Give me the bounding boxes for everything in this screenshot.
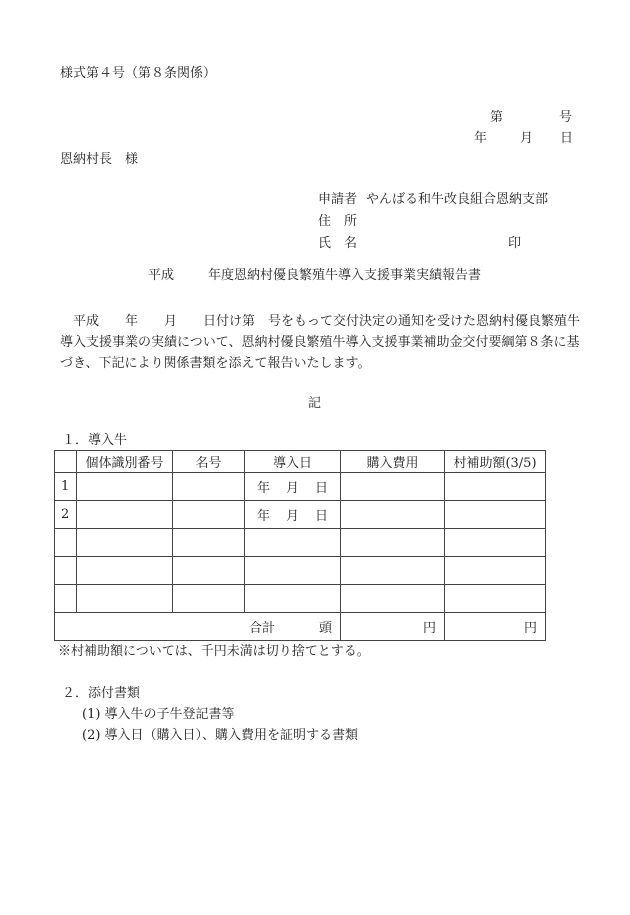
table-header-row bbox=[55, 451, 546, 473]
name-row bbox=[318, 236, 548, 258]
title-text: 年度恩納村優良繁殖牛導入支援事業実績報告書 bbox=[208, 268, 482, 283]
name-label: 氏 名 bbox=[318, 236, 358, 251]
applicant-block bbox=[318, 192, 548, 258]
date-year: 年 bbox=[256, 509, 270, 524]
col-header-id: 個体識別番号 bbox=[77, 451, 173, 473]
col-header-no bbox=[55, 451, 77, 473]
cell-name[interactable] bbox=[173, 473, 245, 501]
date-year: 年 bbox=[256, 481, 270, 496]
address-label: 住 所 bbox=[318, 214, 358, 229]
cell-date[interactable] bbox=[245, 557, 341, 585]
col-header-date: 導入日 bbox=[245, 451, 341, 473]
cell-date[interactable] bbox=[245, 585, 341, 613]
total-cost-cell[interactable]: 円 bbox=[341, 613, 445, 641]
cell-subsidy[interactable] bbox=[445, 529, 546, 557]
total-label-cell[interactable] bbox=[55, 613, 341, 641]
date-day: 日 bbox=[315, 509, 329, 524]
col-header-cost: 購入費用 bbox=[341, 451, 445, 473]
date-month: 月 bbox=[520, 131, 534, 146]
subsidy-note: ※村補助額については、千円未満は切り捨てとする。 bbox=[58, 644, 370, 659]
cell-cost[interactable] bbox=[341, 529, 445, 557]
cell-subsidy[interactable] bbox=[445, 585, 546, 613]
col-header-subsidy: 村補助額(3/5) bbox=[445, 451, 546, 473]
cell-cost[interactable] bbox=[341, 585, 445, 613]
table-row bbox=[55, 585, 546, 613]
total-label: 合計 bbox=[248, 621, 275, 636]
cell-subsidy[interactable] bbox=[445, 501, 546, 529]
cell-cost[interactable] bbox=[341, 473, 445, 501]
cell-cost[interactable] bbox=[341, 501, 445, 529]
table-row bbox=[55, 557, 546, 585]
row-number: 1 bbox=[55, 473, 77, 501]
applicant-value: やんばる和牛改良組合恩納支部 bbox=[366, 192, 549, 207]
doc-number-suffix: 号 bbox=[558, 110, 572, 125]
cell-id[interactable] bbox=[77, 557, 173, 585]
total-row bbox=[55, 613, 546, 641]
form-number: 様式第４号（第８条関係） bbox=[60, 66, 217, 81]
cell-id[interactable] bbox=[77, 585, 173, 613]
applicant-row bbox=[318, 192, 548, 214]
addressee: 恩納村長 様 bbox=[60, 152, 139, 167]
cell-date[interactable] bbox=[245, 529, 341, 557]
cell-name[interactable] bbox=[173, 585, 245, 613]
attachment-item: (1) 導入牛の子牛登記書等 bbox=[82, 707, 235, 722]
section2-heading: ２．添付書類 bbox=[62, 686, 141, 701]
cell-id[interactable] bbox=[77, 501, 173, 529]
applicant-label: 申請者 bbox=[318, 192, 358, 207]
cell-name[interactable] bbox=[173, 501, 245, 529]
date-day: 日 bbox=[315, 481, 329, 496]
title-era: 平成 bbox=[148, 268, 175, 283]
attachment-item: (2) 導入日（購入日）、購入費用を証明する書類 bbox=[82, 728, 359, 743]
date-year: 年 bbox=[474, 131, 488, 146]
row-number: 2 bbox=[55, 501, 77, 529]
cell-name[interactable] bbox=[173, 529, 245, 557]
cell-id[interactable] bbox=[77, 529, 173, 557]
document-title bbox=[148, 268, 481, 284]
cell-subsidy[interactable] bbox=[445, 557, 546, 585]
cell-date[interactable] bbox=[245, 473, 341, 501]
cell-date[interactable] bbox=[245, 501, 341, 529]
row-number bbox=[55, 529, 77, 557]
doc-number-prefix: 第 bbox=[490, 110, 504, 125]
table-row bbox=[55, 473, 546, 501]
table-row bbox=[55, 529, 546, 557]
date-day: 日 bbox=[560, 131, 574, 146]
address-row bbox=[318, 214, 548, 236]
date-month: 月 bbox=[285, 509, 299, 524]
cell-name[interactable] bbox=[173, 557, 245, 585]
seal-mark: 印 bbox=[508, 236, 522, 251]
date-month: 月 bbox=[285, 481, 299, 496]
row-number bbox=[55, 585, 77, 613]
cell-id[interactable] bbox=[77, 473, 173, 501]
row-number bbox=[55, 557, 77, 585]
cell-cost[interactable] bbox=[341, 557, 445, 585]
section1-heading: １．導入牛 bbox=[62, 433, 128, 448]
cattle-table bbox=[54, 450, 546, 641]
total-head-unit: 頭 bbox=[318, 621, 332, 636]
col-header-name: 名号 bbox=[173, 451, 245, 473]
table-row bbox=[55, 501, 546, 529]
cell-subsidy[interactable] bbox=[445, 473, 546, 501]
ki-heading: 記 bbox=[308, 396, 322, 411]
total-subsidy-cell[interactable]: 円 bbox=[445, 613, 546, 641]
body-paragraph: 平成 年 月 日付け第 号をもって交付決定の通知を受けた恩納村優良繁殖牛導入支援事業の実績について、恩納村優良繁殖牛導入支援事業補助金交付要綱第８条に基づき、下記により関係書類を添えて報告いたします。 bbox=[60, 314, 581, 371]
